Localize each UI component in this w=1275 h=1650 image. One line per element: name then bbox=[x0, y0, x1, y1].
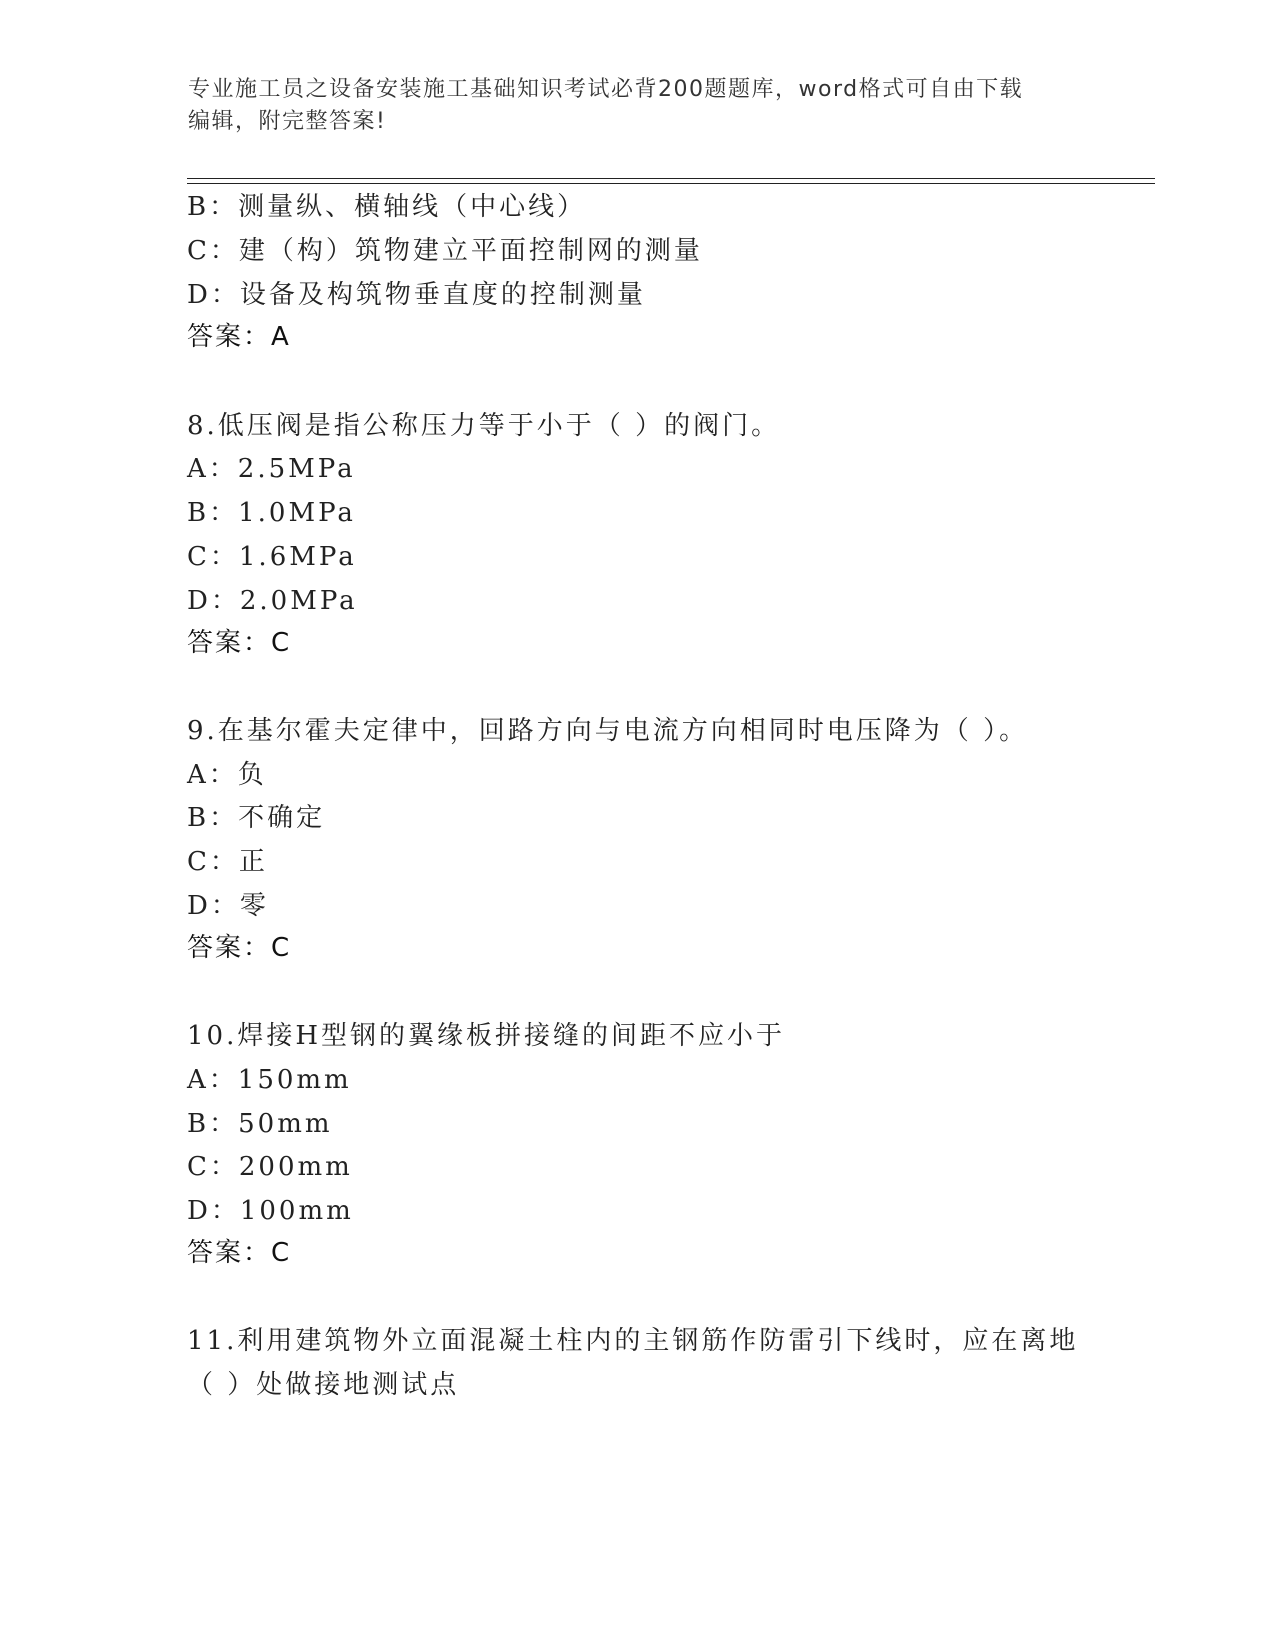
q10-option-c: C：200mm bbox=[187, 1152, 353, 1182]
q8-answer: 答案：C bbox=[187, 628, 292, 658]
q8-option-a: A：2.5MPa bbox=[187, 454, 356, 484]
q10-option-b: B：50mm bbox=[187, 1109, 333, 1139]
q8-stem: 8.低压阀是指公称压力等于小于（ ）的阀门。 bbox=[187, 411, 781, 441]
q7-option-d: D：设备及构筑物垂直度的控制测量 bbox=[187, 280, 646, 310]
q9-option-a: A：负 bbox=[187, 760, 267, 790]
q9-answer: 答案：C bbox=[187, 933, 292, 963]
q8-option-d: D：2.0MPa bbox=[187, 586, 358, 616]
q10-stem: 10.焊接H型钢的翼缘板拼接缝的间距不应小于 bbox=[187, 1021, 786, 1051]
q9-option-d: D：零 bbox=[187, 891, 269, 921]
q7-option-c: C：建（构）筑物建立平面控制网的测量 bbox=[187, 236, 703, 266]
q10-option-d: D：100mm bbox=[187, 1196, 354, 1226]
q10-option-a: A：150mm bbox=[187, 1065, 352, 1095]
q10-answer: 答案：C bbox=[187, 1238, 292, 1268]
q9-stem: 9.在基尔霍夫定律中，回路方向与电流方向相同时电压降为（ ）。 bbox=[187, 716, 1029, 746]
header-divider-bottom bbox=[187, 183, 1155, 184]
q9-option-b: B：不确定 bbox=[187, 803, 326, 833]
header-title-line-1: 专业施工员之设备安装施工基础知识考试必背200题题库，word格式可自由下载 bbox=[188, 77, 1024, 102]
q7-answer: 答案：A bbox=[187, 322, 291, 352]
header-divider-top bbox=[187, 178, 1155, 179]
q11-stem-line-2: （ ）处做接地测试点 bbox=[187, 1370, 460, 1400]
document-header bbox=[188, 74, 1088, 138]
header-title-line-2: 编辑，附完整答案! bbox=[188, 109, 387, 134]
q8-option-c: C：1.6MPa bbox=[187, 542, 357, 572]
q9-option-c: C：正 bbox=[187, 847, 268, 877]
q11-stem-line-1: 11.利用建筑物外立面混凝土柱内的主钢筋作防雷引下线时，应在离地 bbox=[187, 1326, 1079, 1356]
q7-option-b: B：测量纵、横轴线（中心线） bbox=[187, 192, 587, 222]
q8-option-b: B：1.0MPa bbox=[187, 498, 356, 528]
